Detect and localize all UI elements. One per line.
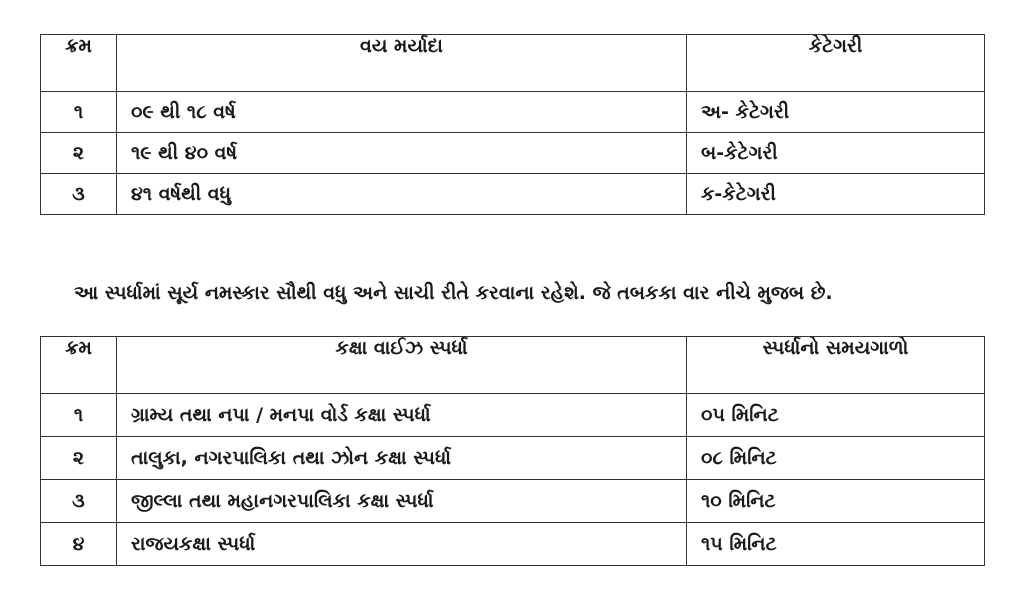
instruction-sentence: આ સ્પર્ધામાં સૂર્ય નમસ્કાર સૌથી વધુ અને સાચી રીતે કરવાના રહેશે. જે તબકકા વાર નીચે મુજબ છે.: [74, 282, 833, 304]
cell-sr: ૪: [41, 523, 117, 566]
cell-level: રાજયકક્ષા સ્પર્ધા: [117, 523, 687, 566]
cell-duration: ૧૦ મિનિટ: [687, 480, 985, 523]
cell-age: ૪૧ વર્ષથી વધુ: [117, 174, 687, 215]
cell-sr: ૨: [41, 133, 117, 174]
table-row: [41, 92, 985, 133]
cell-age: ૧૯ થી ૪૦ વર્ષ: [117, 133, 687, 174]
cell-category: અ- કેટેગરી: [687, 92, 985, 133]
cell-sr: ૩: [41, 480, 117, 523]
table-row: [41, 394, 985, 437]
header-sr: ક્રમ: [41, 337, 117, 394]
cell-sr: ૩: [41, 174, 117, 215]
header-sr: ક્રમ: [41, 35, 117, 92]
cell-level: જીલ્લા તથા મહાનગરપાલિકા કક્ષા સ્પર્ધા: [117, 480, 687, 523]
table-row: [41, 523, 985, 566]
cell-level: ગ્રામ્ય તથા નપા / મનપા વોર્ડ કક્ષા સ્પર્ધા: [117, 394, 687, 437]
cell-category: બ-કેટેગરી: [687, 133, 985, 174]
cell-duration: ૦૮ મિનિટ: [687, 437, 985, 480]
cell-sr: ૧: [41, 394, 117, 437]
header-category: કેટેગરી: [687, 35, 985, 92]
table-row: [41, 480, 985, 523]
cell-duration: ૧૫ મિનિટ: [687, 523, 985, 566]
cell-sr: ૧: [41, 92, 117, 133]
header-duration: સ્પર્ધાનો સમયગાળો: [687, 337, 985, 394]
table-row: [41, 133, 985, 174]
table-header-row: [41, 35, 985, 92]
cell-level: તાલુકા, નગરપાલિકા તથા ઝોન કક્ષા સ્પર્ધા: [117, 437, 687, 480]
table-header-row: [41, 337, 985, 394]
age-category-table: [40, 34, 985, 215]
competition-level-table: [40, 336, 985, 566]
table-row: [41, 174, 985, 215]
cell-duration: ૦૫ મિનિટ: [687, 394, 985, 437]
header-level: કક્ષા વાઈઝ સ્પર્ધા: [117, 337, 687, 394]
cell-sr: ૨: [41, 437, 117, 480]
table-row: [41, 437, 985, 480]
header-age-limit: વય મર્યાદા: [117, 35, 687, 92]
cell-category: ક-કેટેગરી: [687, 174, 985, 215]
cell-age: ૦૯ થી ૧૮ વર્ષ: [117, 92, 687, 133]
